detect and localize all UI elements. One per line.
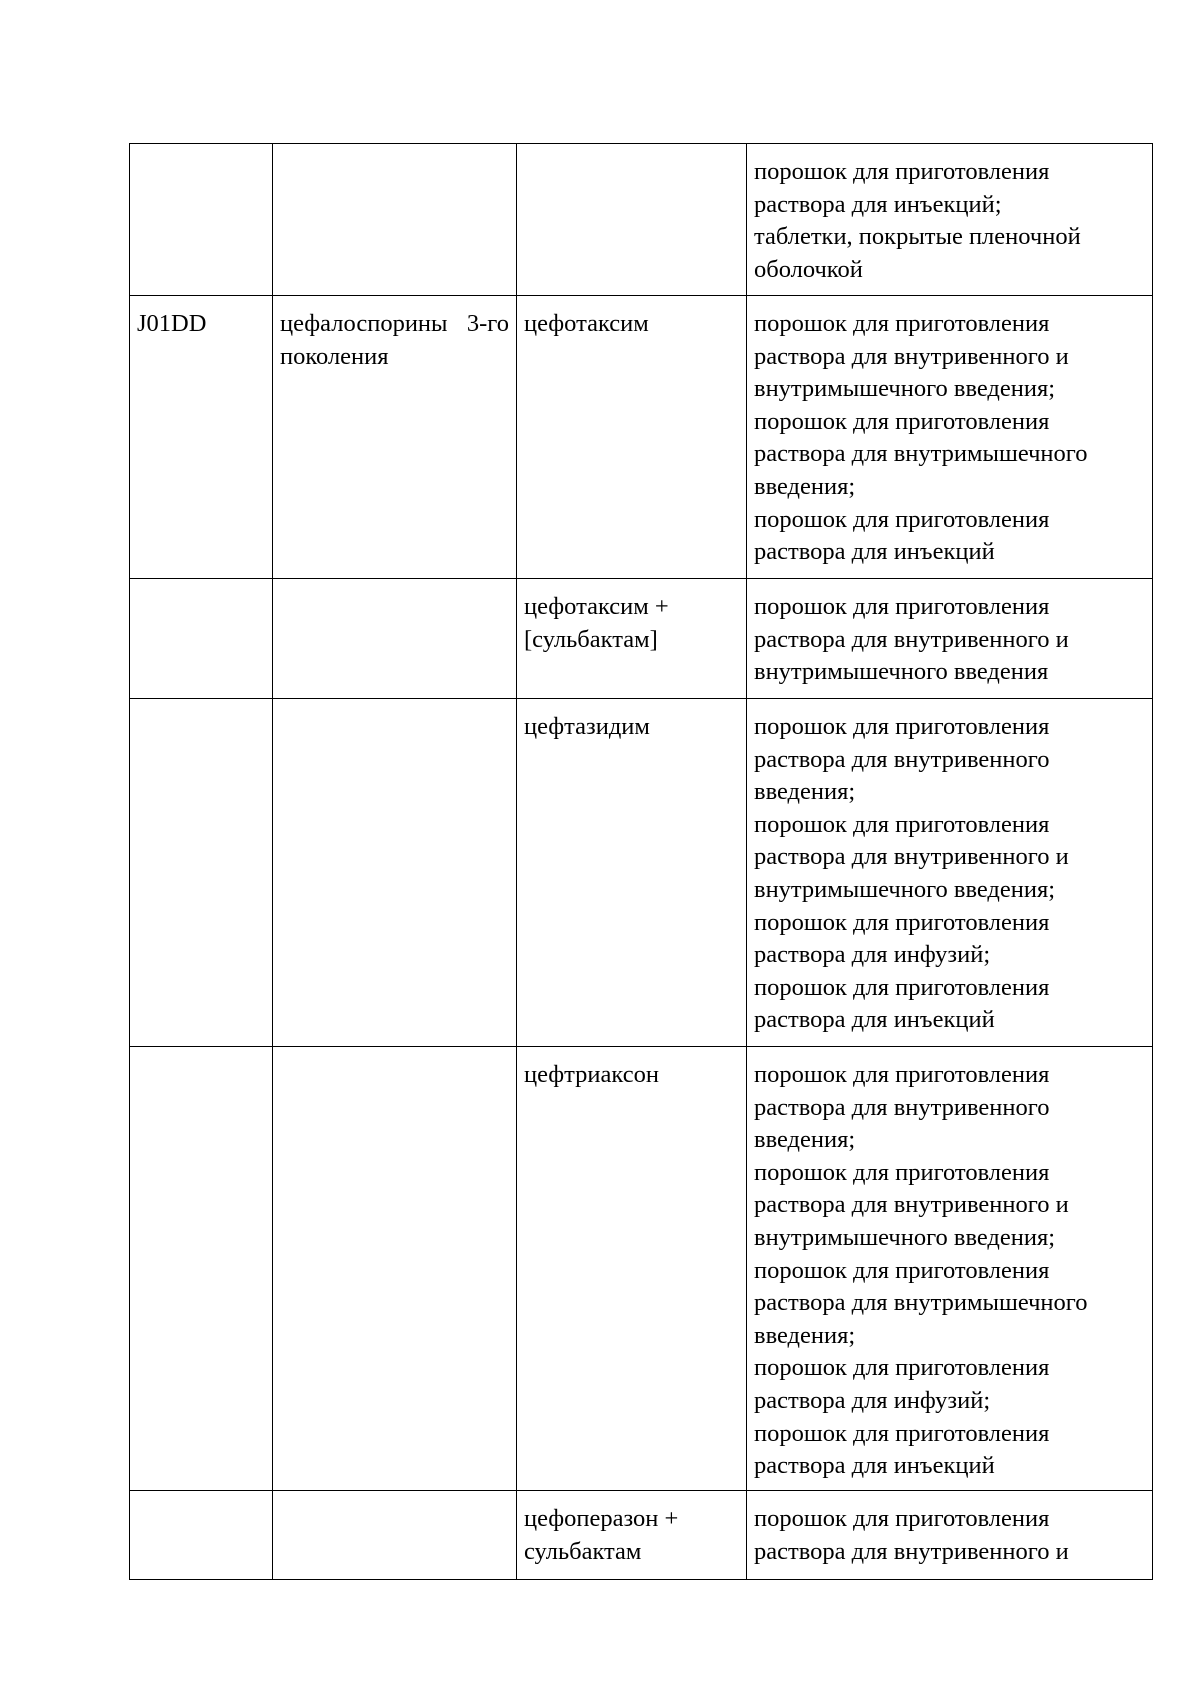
table-row xyxy=(130,144,1153,296)
substance-cell: цефотаксим xyxy=(517,296,747,579)
group-name-cell xyxy=(273,699,517,1047)
table-row xyxy=(130,1491,1153,1580)
table-row xyxy=(130,296,1153,579)
table-row xyxy=(130,1047,1153,1491)
atc-code-cell xyxy=(130,579,273,699)
dosage-forms-cell: порошок для приготовления раствора для внутривенного и внутримышечного введения xyxy=(747,579,1153,699)
dosage-forms-cell: порошок для приготовления раствора для инъекций; таблетки, покрытые пленочной оболочкой xyxy=(747,144,1153,296)
substance-cell: цефоперазон + сульбактам xyxy=(517,1491,747,1580)
substance-cell: цефотаксим + [сульбактам] xyxy=(517,579,747,699)
atc-code-cell xyxy=(130,1047,273,1491)
atc-code-cell xyxy=(130,144,273,296)
group-name-cell: цефалоспорины 3-го поколения xyxy=(273,296,517,579)
group-name-cell xyxy=(273,1491,517,1580)
substance-cell: цефтазидим xyxy=(517,699,747,1047)
group-name-cell xyxy=(273,144,517,296)
medications-table xyxy=(129,143,1153,1580)
substance-cell xyxy=(517,144,747,296)
dosage-forms-cell: порошок для приготовления раствора для внутривенного введения; порошок для приготовления раствора для внутривенного и внутримышечного введения; порошок для приготовления раствора для инфузий; порошок для приготовления раствора для инъекций xyxy=(747,699,1153,1047)
table-row xyxy=(130,579,1153,699)
table-row xyxy=(130,699,1153,1047)
atc-code-cell xyxy=(130,699,273,1047)
dosage-forms-cell: порошок для приготовления раствора для внутривенного и xyxy=(747,1491,1153,1580)
substance-cell: цефтриаксон xyxy=(517,1047,747,1491)
atc-code-cell xyxy=(130,1491,273,1580)
dosage-forms-cell: порошок для приготовления раствора для внутривенного введения; порошок для приготовления раствора для внутривенного и внутримышечного введения; порошок для приготовления раствора для внутримышечного введения; порошок для приготовления раствора для инфузий; порошок для приготовления раствора для инъекций xyxy=(747,1047,1153,1491)
group-name-cell xyxy=(273,1047,517,1491)
dosage-forms-cell: порошок для приготовления раствора для внутривенного и внутримышечного введения; порошок для приготовления раствора для внутримышечного введения; порошок для приготовления раствора для инъекций xyxy=(747,296,1153,579)
atc-code-cell: J01DD xyxy=(130,296,273,579)
group-name-cell xyxy=(273,579,517,699)
